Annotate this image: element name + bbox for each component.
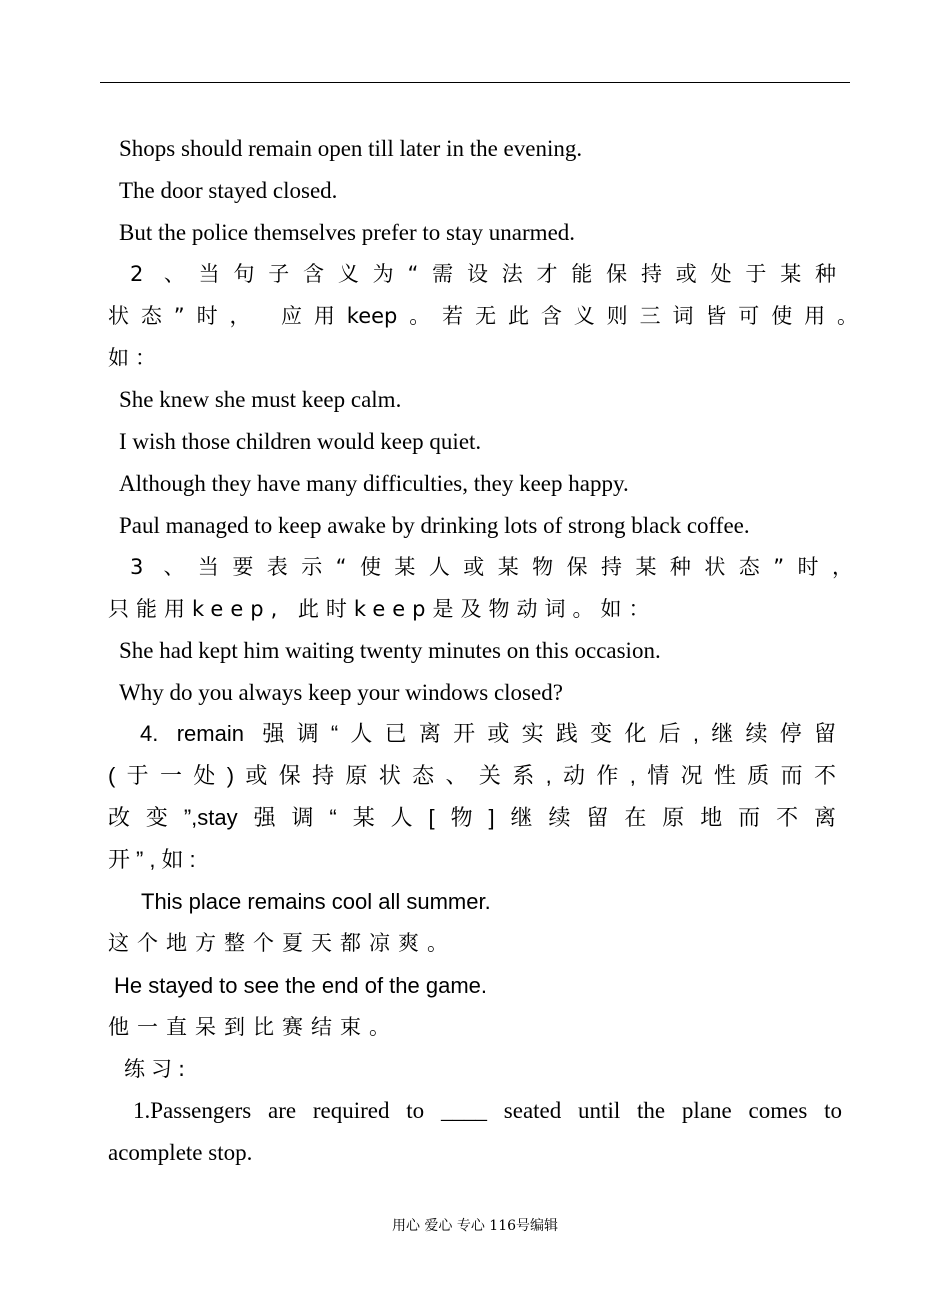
text-line: 状态”时， 应用keep。若无此含义则三词皆可使用。 [108,304,858,328]
text-line: 这个地方整个夏天都凉爽。 [108,931,456,955]
text-line: 2 、当句子含义为“需设法才能保持或处于某种 [130,262,836,286]
text-line: Although they have many difficulties, they keep happy. [119,471,629,496]
text-line: 如： [108,346,162,370]
text-line: 3 、当要表示“使某人或某物保持某种状态”时， [130,555,853,579]
text-line: This place remains cool all summer. [141,889,491,914]
text-line: Paul managed to keep awake by drinking lots of strong black coffee. [119,513,750,538]
text-line: But the police themselves prefer to stay unarmed. [119,220,576,245]
text-line: 练习: [124,1057,192,1081]
text-line: 1.Passengers are required to ____ seated until the plane comes to [133,1098,842,1123]
text-line: 只能用keep, 此时keep是及物动词。如： [108,597,657,621]
page-footer: 用心 爱心 专心 116号编辑 [391,1218,559,1234]
text-line: 改变”,stay强调“某人[物]继续留在原地而不离 [108,805,836,830]
text-line: (于一处)或保持原状态、关系,动作,情况性质而不 [108,763,836,788]
text-line: acomplete stop. [108,1140,253,1165]
text-line: Why do you always keep your windows closed? [119,680,563,705]
text-line: I wish those children would keep quiet. [119,429,482,454]
text-line: 4. remain 强调“人已离开或实践变化后,继续停留 [140,721,836,746]
text-line: 他一直呆到比赛结束。 [108,1015,398,1039]
header-rule [100,82,850,83]
text-line: She knew she must keep calm. [119,387,402,412]
text-line: He stayed to see the end of the game. [114,973,488,998]
text-line: She had kept him waiting twenty minutes on this occasion. [119,638,661,663]
text-line: The door stayed closed. [119,178,338,203]
text-line: Shops should remain open till later in the evening. [119,136,583,161]
text-line: 开”,如: [108,847,202,872]
